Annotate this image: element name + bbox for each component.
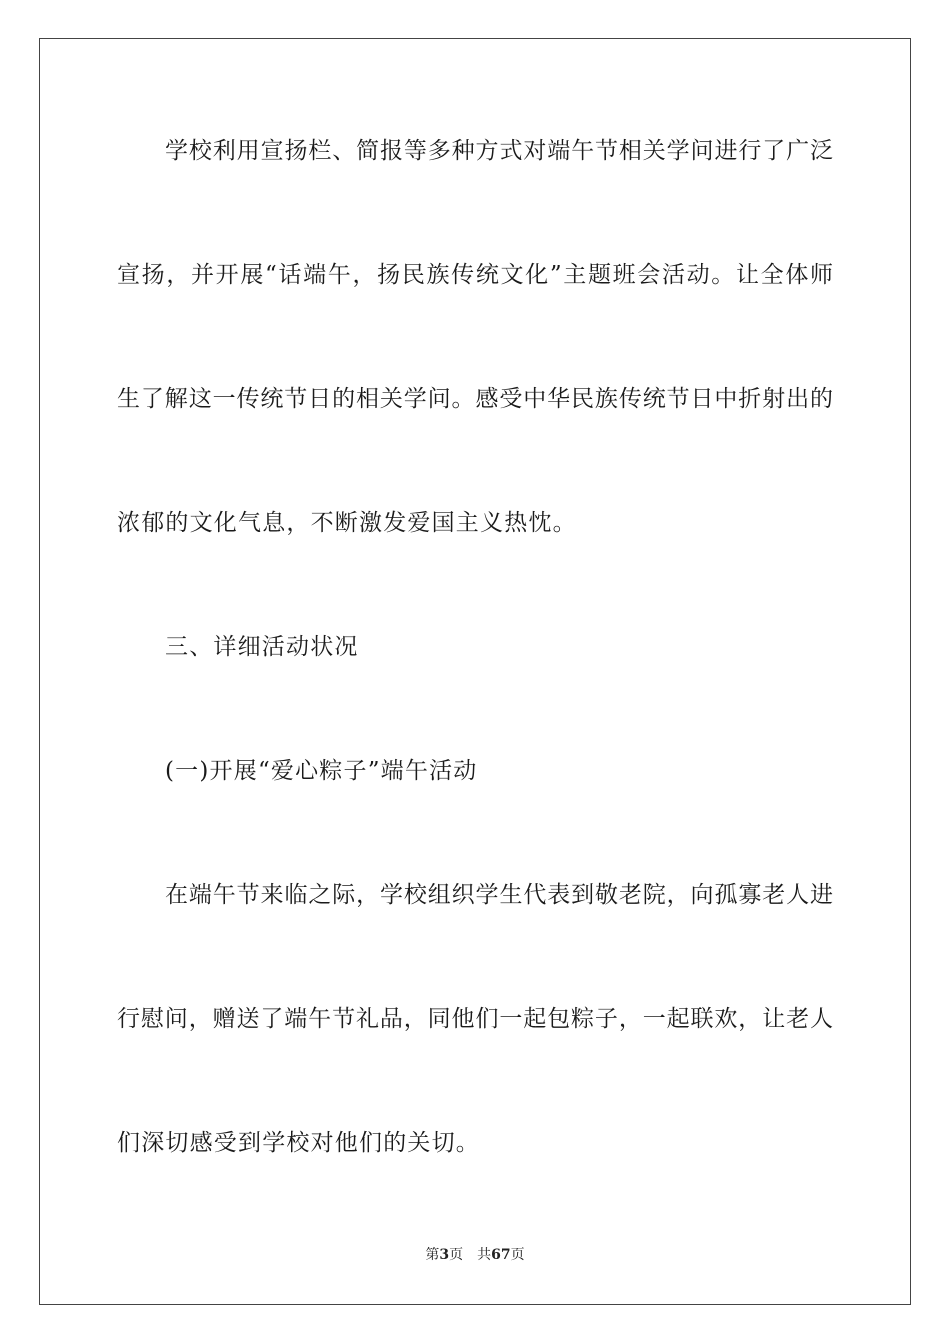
page-border	[39, 38, 911, 1305]
page-prefix: 第	[425, 1247, 440, 1263]
total-prefix: 共	[477, 1247, 492, 1263]
total-suffix: 页	[510, 1247, 525, 1263]
page-footer	[0, 1246, 950, 1264]
paragraph-1-line-4: 浓郁的文化气息，不断激发爱国主义热忱。	[117, 510, 577, 536]
subsection-heading: (一)开展“爱心粽子”端午活动	[165, 758, 478, 784]
paragraph-2-line-2: 行慰问，赠送了端午节礼品，同他们一起包粽子，一起联欢，让老人	[117, 1006, 833, 1032]
paragraph-1-line-1: 学校利用宣扬栏、简报等多种方式对端午节相关学问进行了广泛	[165, 138, 833, 164]
paragraph-2-line-1: 在端午节来临之际，学校组织学生代表到敬老院，向孤寡老人进	[165, 882, 833, 908]
total-pages: 67	[491, 1247, 511, 1263]
page-suffix: 页	[449, 1247, 464, 1263]
paragraph-2-line-3: 们深切感受到学校对他们的关切。	[117, 1130, 480, 1156]
paragraph-1-line-3: 生了解这一传统节日的相关学问。感受中华民族传统节日中折射出的	[117, 386, 833, 412]
page-number: 3	[439, 1247, 450, 1263]
paragraph-1-line-2: 宣扬，并开展“话端午，扬民族传统文化”主题班会活动。让全体师	[117, 262, 833, 288]
section-heading: 三、详细活动状况	[165, 634, 359, 660]
